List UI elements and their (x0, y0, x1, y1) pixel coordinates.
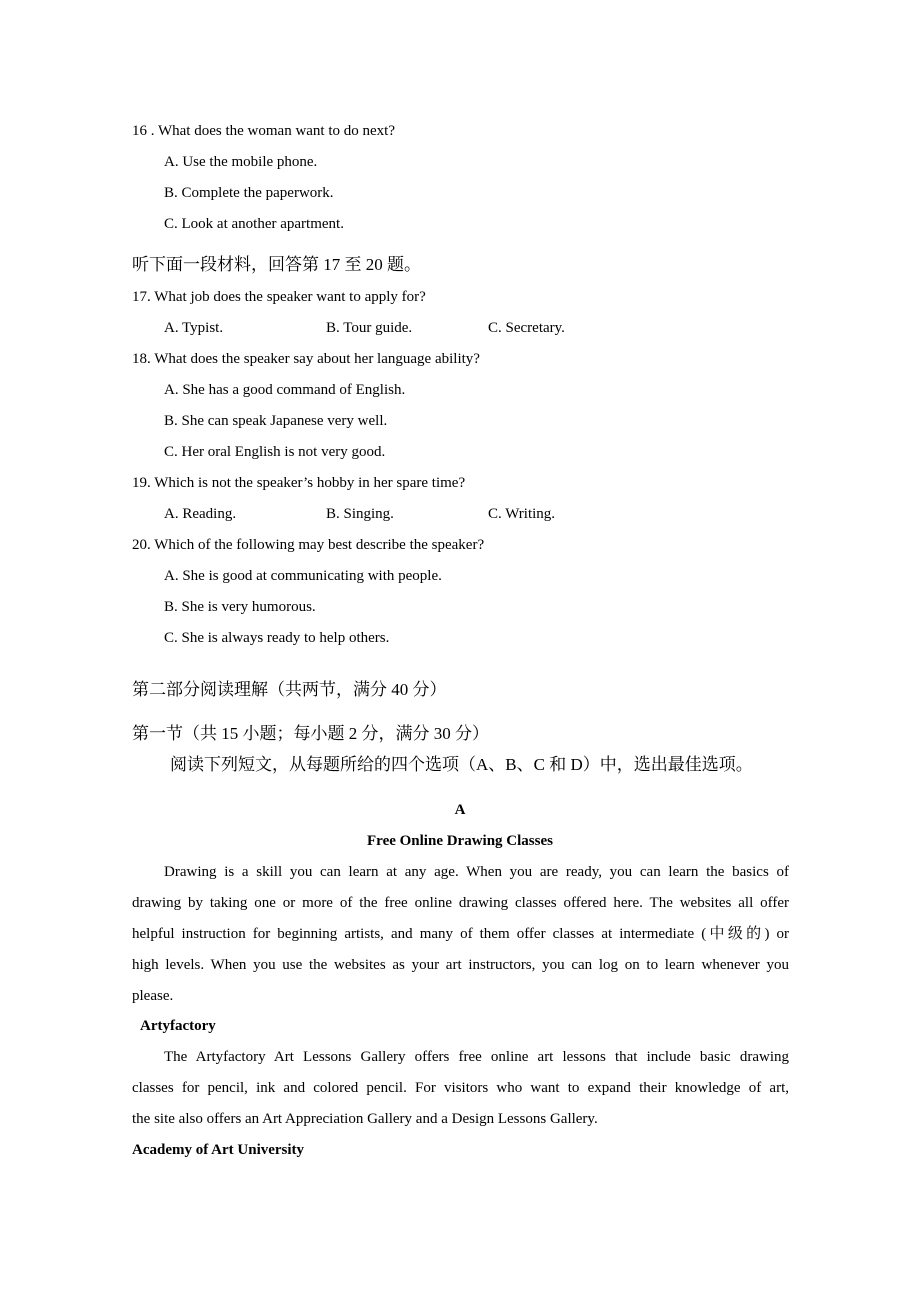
intro-line-4: high levels. When you use the websites as your art instructors, you can log on to learn whenever you (132, 957, 789, 973)
q20-option-c: C. She is always ready to help others. (164, 630, 390, 646)
q18-option-b: B. She can speak Japanese very well. (164, 413, 388, 429)
artyfactory-line-3: the site also offers an Art Appreciation Gallery and a Design Lessons Gallery. (132, 1111, 598, 1127)
intro-line-3: helpful instruction for beginning artists, and many of them offer classes at intermediate (中级的) or (132, 926, 789, 942)
question-20: 20. Which of the following may best describe the speaker? (132, 537, 485, 553)
question-19: 19. Which is not the speaker’s hobby in her spare time? (132, 475, 466, 491)
artyfactory-line-1: The Artyfactory Art Lessons Gallery offers free online art lessons that include basic drawing (164, 1049, 789, 1065)
intro-line-2: drawing by taking one or more of the free online drawing classes offered here. The websites all offer (132, 895, 789, 911)
q19-option-c: C. Writing. (488, 506, 556, 522)
part2-instruction: 阅读下列短文，从每题所给的四个选项（A、B、C 和 D）中，选出最佳选项。 (170, 755, 753, 774)
q16-option-c: C. Look at another apartment. (164, 216, 344, 232)
q17-option-b: B. Tour guide. (326, 320, 413, 336)
part2-section1-heading: 第一节（共 15 小题；每小题 2 分，满分 30 分） (132, 724, 489, 743)
question-17: 17. What job does the speaker want to apply for? (132, 289, 426, 305)
artyfactory-line-2: classes for pencil, ink and colored pencil. For visitors who want to expand their knowledge of art, (132, 1080, 789, 1096)
q16-option-b: B. Complete the paperwork. (164, 185, 334, 201)
q18-option-a: A. She has a good command of English. (164, 382, 406, 398)
q20-option-a: A. She is good at communicating with people. (164, 568, 442, 584)
q18-option-c: C. Her oral English is not very good. (164, 444, 386, 460)
question-18: 18. What does the speaker say about her language ability? (132, 351, 480, 367)
question-16: 16 . What does the woman want to do next? (132, 123, 395, 139)
q19-option-b: B. Singing. (326, 506, 394, 522)
artyfactory-heading: Artyfactory (140, 1018, 216, 1034)
academy-heading: Academy of Art University (132, 1142, 305, 1158)
intro-line-5: please. (132, 988, 174, 1004)
passage-letter: A (454, 802, 466, 818)
q19-option-a: A. Reading. (164, 506, 237, 522)
q16-option-a: A. Use the mobile phone. (164, 154, 318, 170)
section-17-20-heading: 听下面一段材料，回答第 17 至 20 题。 (132, 255, 421, 274)
q17-option-a: A. Typist. (164, 320, 224, 336)
passage-title: Free Online Drawing Classes (367, 833, 553, 849)
q19-options (164, 504, 650, 524)
part2-heading: 第二部分阅读理解（共两节，满分 40 分） (132, 680, 447, 699)
q17-options (164, 318, 650, 338)
q20-option-b: B. She is very humorous. (164, 599, 316, 615)
intro-line-1: Drawing is a skill you can learn at any age. When you are ready, you can learn the basics of (164, 864, 789, 880)
q17-option-c: C. Secretary. (488, 320, 565, 336)
